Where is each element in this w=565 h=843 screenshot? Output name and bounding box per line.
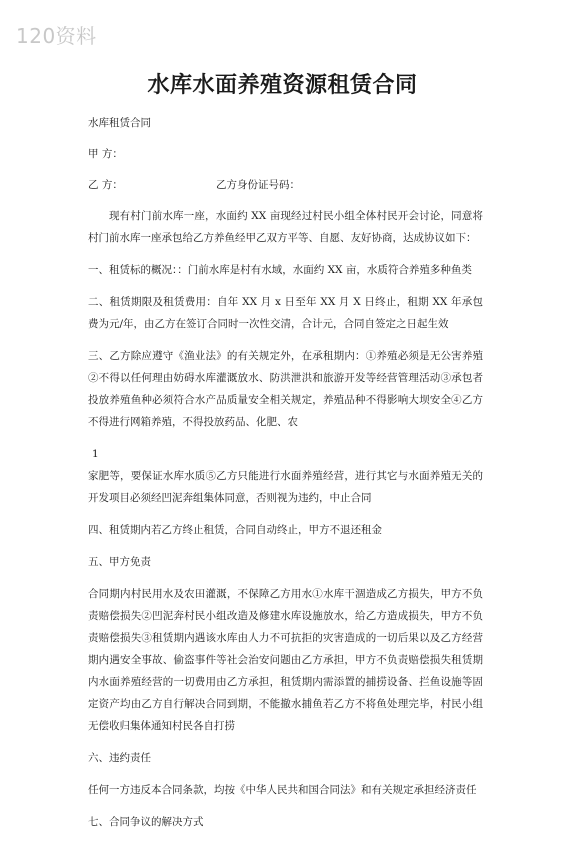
page-number: 1 xyxy=(92,448,99,460)
party-b-label: 乙 方： xyxy=(88,179,123,191)
clause-7-title: 七、合同争议的解决方式 xyxy=(88,816,204,828)
clause-4: 四、租赁期内若乙方终止租赁，合同自动终止，甲方不退还租金 xyxy=(88,524,382,536)
party-b-line xyxy=(88,174,483,196)
document-title: 水库水面养殖资源租赁合同 xyxy=(147,73,418,98)
clause-6-title: 六、违约责任 xyxy=(88,752,151,764)
document-body xyxy=(88,112,483,843)
party-b-id-label: 乙方身份证号码： xyxy=(216,179,300,191)
party-a-line: 甲 方： xyxy=(88,148,123,160)
clause-3-continued: 家肥等，要保证水库水质⑤乙方只能进行水面养殖经营，进行其它与水面养殖无关的开发项目必须经凹泥奔组集体同意，否则视为违约，中止合同 xyxy=(88,470,483,504)
contract-subtitle: 水库租赁合同 xyxy=(88,117,151,129)
intro-paragraph: 现有村门前水库一座，水面约 XX 亩现经过村民小组全体村民开会讨论，同意将村门前水库一座承包给乙方养鱼经甲乙双方平等、自愿、友好协商，达成协议如下： xyxy=(88,210,483,244)
clause-2: 二、租赁期限及租赁费用：自年 XX 月 x 日至年 XX 月 X 日终止，租期 XX 年承包费为元/年，由乙方在签订合同时一次性交清，合计元，合同自签定之日起生效 xyxy=(88,296,483,330)
clause-6-body: 任何一方违反本合同条款，均按《中华人民共和国合同法》和有关规定承担经济责任 xyxy=(88,784,477,796)
clause-3: 三、乙方除应遵守《渔业法》的有关规定外，在承租期内：①养殖必须是无公害养殖②不得以任何理由妨碍水库灌溉放水、防洪泄洪和旅游开发等经营管理活动③承包者投放养殖鱼种必须符合水产品质量安全相关规定，养殖品种不得影响大坝安全④乙方不得进行网箱养殖，不得投放药品、化肥、农 xyxy=(88,350,483,428)
clause-1: 一、租赁标的概况：：门前水库是村有水域，水面约 XX 亩，水质符合养殖多种鱼类 xyxy=(88,264,472,276)
clause-5-title: 五、甲方免责 xyxy=(88,556,151,568)
watermark: 120资料 xyxy=(16,24,97,48)
clause-5-body: 合同期内村民用水及农田灌溉，不保障乙方用水①水库干涸造成乙方损失，甲方不负责赔偿损失②凹泥奔村民小组改造及修建水库设施放水，给乙方造成损失，甲方不负责赔偿损失③租赁期内遇该水库由人力不可抗拒的灾害造成的一切后果以及乙方经营期内遇安全事故、偷盗事件等社会治安问题由乙方承担，甲方不负责赔偿损失租赁期内水面养殖经营的一切费用由乙方承担，租赁期内需添置的捕捞设备、拦鱼设施等固定资产均由乙方自行解决合同到期，不能撤水捕鱼若乙方不将鱼处理完毕，村民小组无偿收归集体通知村民各自打捞 xyxy=(88,588,483,732)
